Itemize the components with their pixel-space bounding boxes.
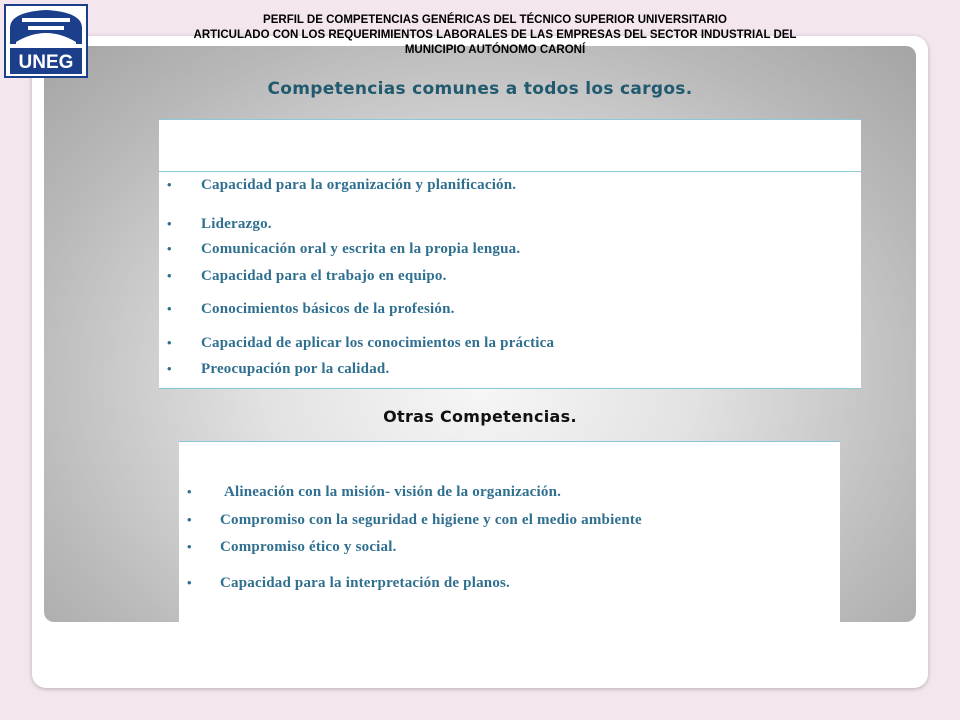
bullet-icon: •: [167, 335, 172, 350]
bullet-icon: •: [167, 361, 172, 376]
list-item: • Liderazgo.: [167, 216, 272, 232]
bullet-icon: •: [167, 216, 172, 231]
header-title-line: MUNICIPIO AUTÓNOMO CARONÍ: [404, 44, 586, 56]
other-competencies-panel: [179, 441, 840, 622]
other-competencies-heading: Otras Competencias.: [383, 407, 577, 426]
list-item: • Comunicación oral y escrita en la propia lengua.: [167, 241, 521, 257]
header-title: [120, 13, 870, 58]
common-competencies-panel: [159, 119, 861, 389]
bullet-icon: •: [167, 268, 172, 283]
uneg-logo: [4, 4, 88, 78]
logo-wordmark: UNEG: [18, 52, 74, 73]
list-item: • Conocimientos básicos de la profesión.: [167, 301, 455, 317]
list-item: • Capacidad para la organización y planificación.: [167, 177, 517, 193]
list-item: • Capacidad de aplicar los conocimientos en la práctica: [167, 335, 555, 351]
uneg-logo-icon: [4, 4, 88, 78]
header-title-line: ARTICULADO CON LOS REQUERIMIENTOS LABORALES DE LAS EMPRESAS DEL SECTOR INDUSTRIAL DEL: [193, 29, 797, 41]
bullet-icon: •: [167, 241, 172, 256]
common-competencies-heading: Competencias comunes a todos los cargos.: [267, 79, 693, 99]
bullet-icon: •: [187, 484, 192, 499]
list-item: • Alineación con la misión- visión de la organización.: [187, 484, 562, 500]
panel-header-row: [159, 120, 861, 172]
list-item: • Capacidad para la interpretación de planos.: [187, 575, 511, 591]
list-item: • Preocupación por la calidad.: [167, 361, 390, 377]
list-item: • Capacidad para el trabajo en equipo.: [167, 268, 447, 284]
bullet-icon: •: [167, 177, 172, 192]
bullet-icon: •: [167, 301, 172, 316]
bullet-icon: •: [187, 539, 192, 554]
list-item: • Compromiso ético y social.: [187, 539, 397, 555]
bullet-icon: •: [187, 512, 192, 527]
header-title-line: PERFIL DE COMPETENCIAS GENÉRICAS DEL TÉCNICO SUPERIOR UNIVERSITARIO: [263, 14, 727, 26]
bullet-icon: •: [187, 575, 192, 590]
list-item: • Compromiso con la seguridad e higiene y con el medio ambiente: [187, 512, 642, 528]
